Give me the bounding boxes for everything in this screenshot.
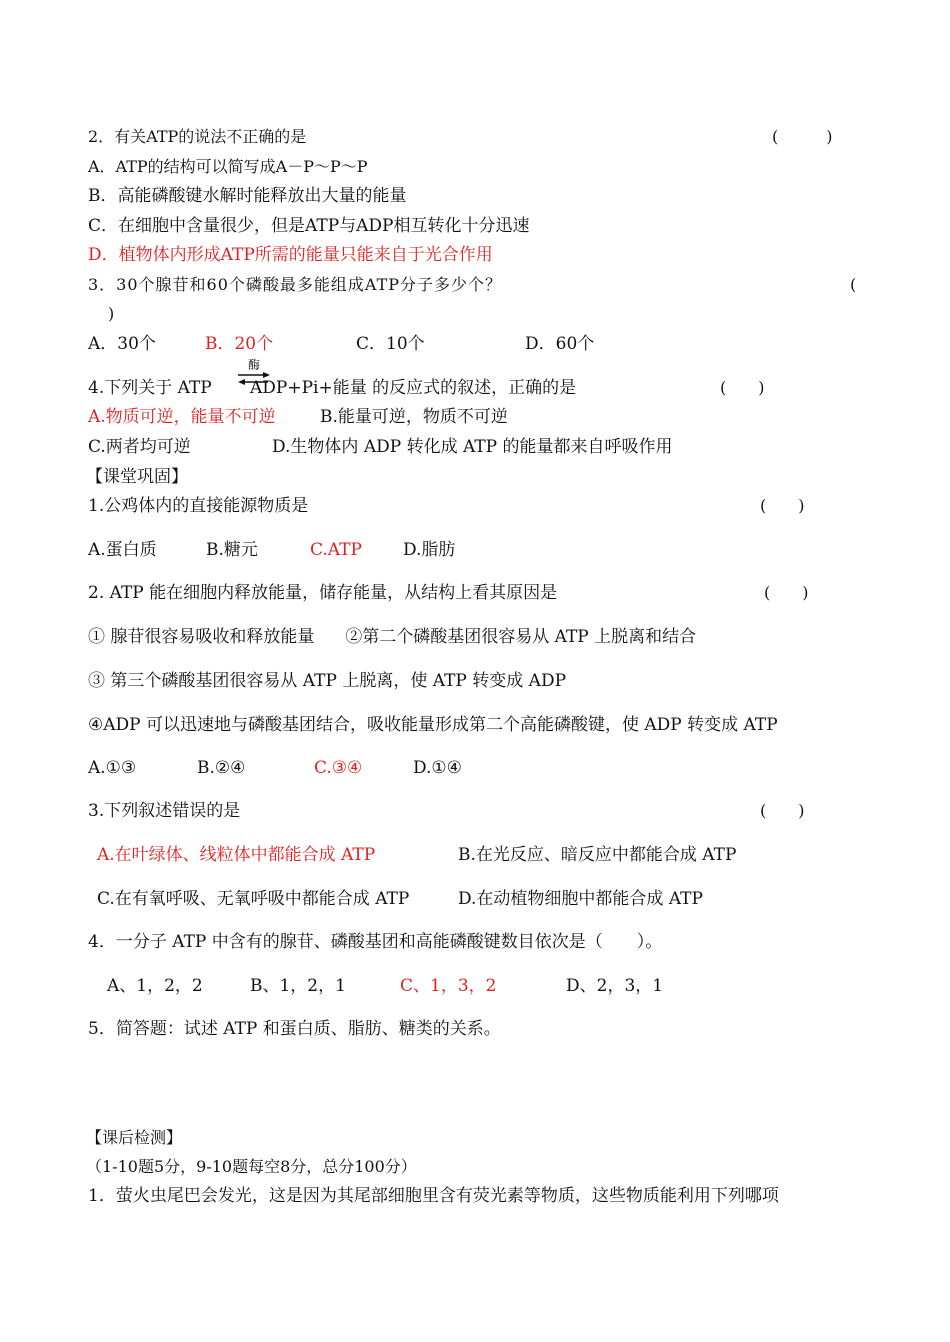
after-q1-stem: 1．萤火虫尾巴会发光，这是因为其尾部细胞里含有荧光素等物质，这些物质能利用下列哪项	[88, 1186, 779, 1206]
q2-option-b: B．高能磷酸键水解时能释放出大量的能量	[88, 186, 407, 206]
q2-option-c: C．在细胞中含量很少，但是ATP与ADP相互转化十分迅速	[88, 216, 530, 236]
c-q3-paren: ( )	[760, 801, 805, 820]
c-q2-stem: 2. ATP 能在细胞内释放能量，储存能量，从结构上看其原因是	[88, 583, 558, 603]
q3-options	[0, 333, 950, 355]
q4-option-b: B.能量可逆，物质不可逆	[320, 407, 508, 427]
c-q2-option-a: A.①③	[88, 758, 137, 778]
c-q1-option-d: D.脂肪	[403, 540, 456, 560]
c-q4-option-d: D、2，3，1	[566, 976, 664, 996]
c-q3-option-b: B.在光反应、暗反应中都能合成 ATP	[458, 845, 737, 865]
q4-options-row1	[0, 406, 950, 428]
c-q3-stem: 3.下列叙述错误的是	[88, 801, 241, 821]
c-q1-option-a: A.蛋白质	[88, 540, 157, 560]
c-q4-option-a: A、1，2，2	[107, 976, 203, 996]
after-score-note: （1-10题5分，9-10题每空8分，总分100分）	[86, 1157, 417, 1176]
c-q2-statements-12	[88, 626, 696, 648]
c-q1-paren: ( )	[760, 496, 805, 515]
q4-option-d: D.生物体内 ADP 转化成 ATP 的能量都来自呼吸作用	[272, 437, 673, 457]
q3-option-c: C．10个	[356, 334, 425, 354]
c-q3-option-a: A.在叶绿体、线粒体中都能合成 ATP	[97, 845, 376, 865]
q2-answer-paren: ( )	[772, 127, 833, 146]
q2-option-d: D．植物体内形成ATP所需的能量只能来自于光合作用	[88, 245, 493, 265]
c-q3-option-d: D.在动植物细胞中都能合成 ATP	[458, 889, 703, 909]
c-q4-options	[0, 975, 950, 997]
c-q2-option-b: B.②④	[197, 758, 246, 778]
c-q1-stem: 1.公鸡体内的直接能源物质是	[88, 496, 309, 516]
enzyme-label: 酶	[248, 358, 261, 372]
q2-stem: 2．有关ATP的说法不正确的是	[88, 127, 307, 146]
consolidation-heading: 【课堂巩固】	[86, 467, 188, 487]
q4-answer-paren: ( )	[720, 378, 765, 397]
c-q1-option-b: B.糖元	[206, 540, 258, 560]
c-q4-stem: 4．一分子 ATP 中含有的腺苷、磷酸基团和高能磷酸键数目依次是（ ）。	[88, 932, 663, 952]
q3-stem: 3．30个腺苷和60个磷酸最多能组成ATP分子多少个？	[88, 275, 503, 294]
q4-stem-right: ADP+Pi+能量 的反应式的叙述，正确的是	[250, 378, 577, 398]
c-q2-option-d: D.①④	[413, 758, 462, 778]
c-q4-option-c: C、1，3，2	[400, 976, 497, 996]
q3-paren-close: )	[108, 304, 115, 323]
c-q2-statement-2: ②第二个磷酸基团很容易从 ATP 上脱离和结合	[345, 627, 697, 647]
c-q3-option-c: C.在有氧呼吸、无氧呼吸中都能合成 ATP	[97, 889, 410, 909]
q4-stem-left: 4.下列关于 ATP	[88, 378, 212, 398]
c-q2-statement-4: ④ADP 可以迅速地与磷酸基团结合，吸收能量形成第二个高能磷酸键，使 ADP 转变成 ATP	[88, 715, 778, 735]
q3-paren-open: (	[850, 275, 857, 294]
after-heading: 【课后检测】	[86, 1128, 183, 1147]
c-q4-option-b: B、1，2，1	[250, 976, 346, 996]
c-q2-statement-1: ① 腺苷很容易吸收和释放能量	[88, 627, 315, 647]
q4-option-c: C.两者均可逆	[88, 437, 191, 457]
c-q2-option-c: C.③④	[314, 758, 363, 778]
c-q2-options	[0, 757, 950, 779]
c-q2-statement-3: ③ 第三个磷酸基团很容易从 ATP 上脱离，使 ATP 转变成 ADP	[88, 671, 567, 691]
q2-option-a: A．ATP的结构可以简写成A－P～P～P	[88, 157, 368, 176]
q3-option-b: B．20个	[205, 334, 274, 354]
c-q1-option-c: C.ATP	[310, 540, 362, 560]
c-q3-options-row1	[0, 844, 950, 866]
c-q1-options	[0, 539, 950, 561]
q4-options-row2	[0, 436, 950, 458]
c-q3-options-row2	[0, 888, 950, 910]
c-q5-stem: 5．简答题：试述 ATP 和蛋白质、脂肪、糖类的关系。	[88, 1019, 501, 1039]
q3-option-d: D．60个	[525, 334, 595, 354]
q4-option-a: A.物质可逆，能量不可逆	[88, 407, 276, 427]
c-q2-paren: ( )	[764, 583, 809, 602]
q3-option-a: A．30个	[88, 334, 156, 354]
